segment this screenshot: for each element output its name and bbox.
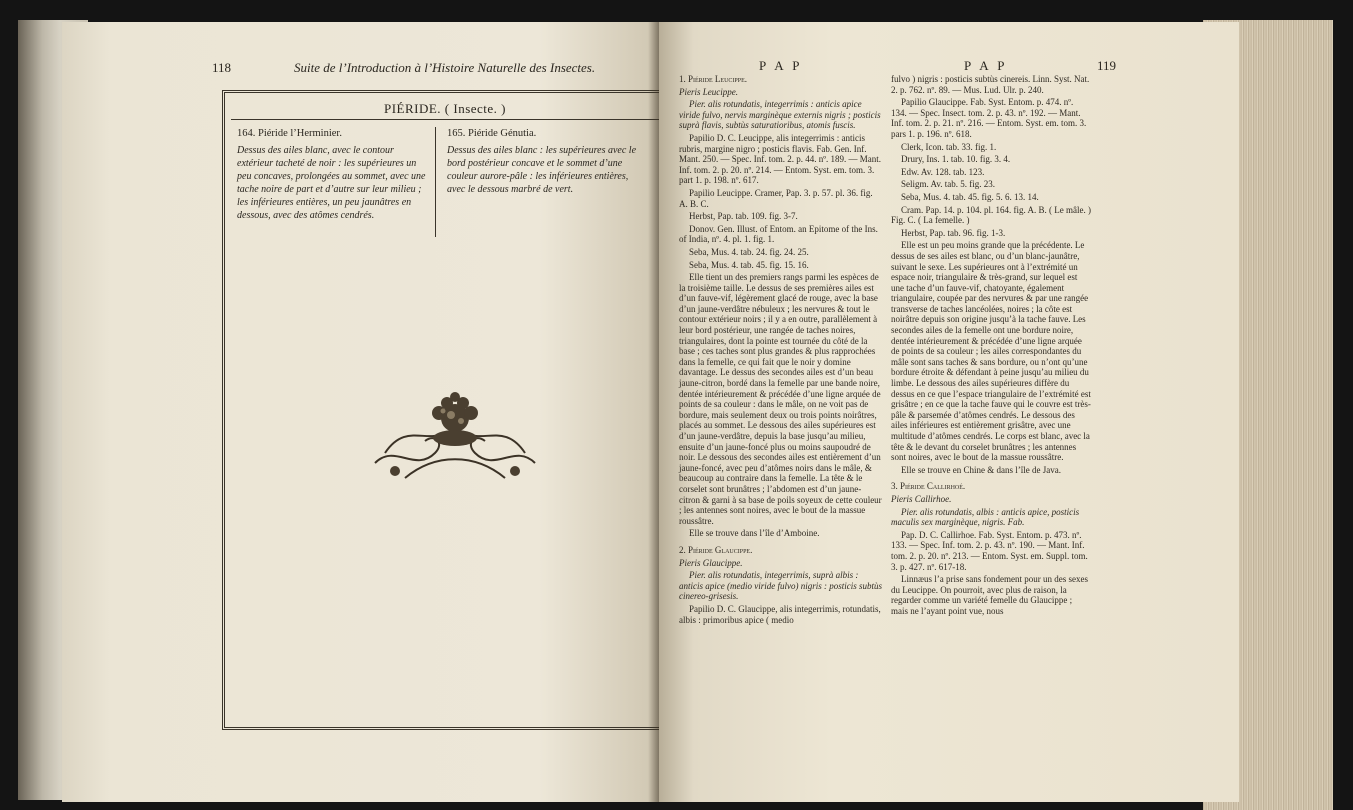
entry-reference: Clerk, Icon. tab. 33. fig. 1. bbox=[901, 141, 997, 152]
species-164 bbox=[237, 127, 427, 222]
entry-reference: Edw. Av. 128. tab. 123. bbox=[901, 166, 985, 177]
entry-latin-name: Pieris Callirhoe. bbox=[891, 493, 952, 504]
entry-reference: Papilio Glaucippe. Fab. Syst. Entom. p. 474. nº. 134. — Spec. Insect. tom. 2. p. 43. nº. 192. — Mant. Inf. tom. 2. p. 21. nº. 216. — Entom. Syst. em. tom. 3. pars 1. p. 196. nº. 618. bbox=[891, 97, 1087, 139]
entry-habitat: Elle se trouve dans l’île d’Amboine. bbox=[689, 528, 820, 539]
entry-reference: Cram. Pap. 14. p. 104. pl. 164. fig. A. B. ( Le mâle. ) Fig. C. ( La femelle. ) bbox=[891, 204, 1091, 226]
species-165-description: Dessus des ailes blanc : les supérieures avec le bord postérieur concave et le sommet d’une couleur aurore-pâle : les inférieures entières, avec le dessous marbré de vert. bbox=[447, 145, 637, 195]
column-divider bbox=[435, 127, 436, 237]
entry-reference: Papilio Leucippe. Cramer, Pap. 3. p. 57. pl. 36. fig. A. B. C. bbox=[679, 187, 873, 209]
right-page bbox=[659, 22, 1239, 802]
species-164-description: Dessus des ailes blanc, avec le contour extérieur tacheté de noir : les supérieures un peu concaves, prolongées au sommet, avec une tache noire de part et d’autre sur leur milieu ; les inférieures entières, un peu jaunâtres en dessous, avec des atômes cendrés. bbox=[237, 145, 426, 221]
entry-reference: Herbst, Pap. tab. 96. fig. 1-3. bbox=[901, 227, 1006, 238]
frame-rule bbox=[231, 119, 659, 120]
head-left: P A P bbox=[759, 58, 803, 73]
entry-reference: Papilio D. C. Glaucippe, alis integerrimis, rotundatis, albis : primoribus apice ( medio bbox=[679, 603, 881, 625]
floral-vignette bbox=[365, 383, 545, 493]
entry-reference: Drury, Ins. 1. tab. 10. fig. 3. 4. bbox=[901, 154, 1011, 165]
entry-heading: 1. Piéride Leucippe. bbox=[679, 74, 748, 84]
entry-reference: Herbst, Pap. tab. 109. fig. 3-7. bbox=[689, 211, 798, 222]
entry-diagnosis: Pier. alis rotundatis, albis : anticis apice, posticis maculis sex marginèque, nigris. Fab. bbox=[891, 506, 1080, 528]
entry-heading: 2. Piéride Glaucippe. bbox=[679, 544, 753, 555]
species-165 bbox=[447, 127, 647, 196]
entry-reference: Seligm. Av. tab. 5. fig. 23. bbox=[901, 179, 995, 190]
entry-description: Elle tient un des premiers rangs parmi les espèces de la troisième taille. Le dessus de ses premières ailes est d’un fauve-vif, légèrement glacé de rouge, avec la base d’un jaune-verdâtre nébuleux ; les nervures & tout le contour extérieur noirs ; il y a en outre, parallèlement à leur bord postérieur, une rangée de taches noires, triangulaires, dont la pointe est tournée du côté de la base ; ces taches sont plus grandes & plus rapprochées dans la femelle, ce qui fait que le noir y domine davantage. Le dessus des secondes ailes est d’un beau jaune-citron, bordé dans la femelle par une bande noire, dentée intérieurement & précédée d’une ligne arquée de points de sa couleur : dans le mâle, on ne voit pas de bordure, mais seulement deux ou trois points noirâtres, placés au sommet. Le dessous des ailes supérieures est d’un jaune-verdâtre, depuis la base jusqu’au milieu, ensuite d’un jaune-foncé plus ou moins saupoudré de noir. Le dessous des secondes ailes est entièrement d’un jaune-foncé, avec peu d’atômes noirs dans le mâle, & beaucoup au contraire dans la femelle. La tête & le corselet sont brunâtres ; l’abdomen est d’un jaune-citron & garni à sa base de poils soyeux de cette couleur ; les antennes sont noires, avec le bout de la massue roussâtre. bbox=[679, 272, 882, 526]
species-164-heading: 164. Piéride l’Herminier. bbox=[237, 128, 342, 139]
entry-latin-name: Pieris Glaucippe. bbox=[679, 557, 743, 568]
entry-habitat: Elle se trouve en Chine & dans l’île de Java. bbox=[901, 464, 1061, 475]
entry-description: Elle est un peu moins grande que la précédente. Le dessus de ses ailes est blanc, ou d’un blanc-jaunâtre, suivant le sexe. Les supérieures ont à l’extrémité un espace noir, triangulaire & très-grand, sur lequel est une tache d’un fauve-vif, chatoyante, également triangulaire, coupée par des nervures & par une rangée transverse de taches lancéolées, noires ; la côte est noirâtre depuis son origine jusqu’à la tache fauve. Les secondes ailes de la femelle ont une bordure noire, dentée intérieurement & précédée d’une ligne arquée de points de sa couleur ; les ailes correspondantes du mâle sont sans taches & sans bordure, ou n’ont qu’une bordure étroite & défendant à peine jusqu’au milieu du limbe. Le dessous des ailes supérieures diffère du dessus en ce que l’espace triangulaire de l’extrémité est grisâtre ; en ce que la tache fauve qui le couvre est très-pâle & parsemée d’atômes cendrés. Le dessous des ailes inférieures est entièrement grisâtre, avec une multitude d’atômes cendrés. Le corps est blanc, avec la tête & le devant du corselet brunâtres ; les antennes sont noires, avec le bout de la massue roussâtre. bbox=[891, 240, 1091, 463]
frame-title: PIÉRIDE. ( Insecte. ) bbox=[383, 101, 507, 116]
running-head-left: Suite de l’Introduction à l’Histoire Naturelle des Insectes. bbox=[294, 60, 596, 75]
left-page bbox=[62, 22, 659, 802]
text-column-1 bbox=[679, 74, 882, 627]
entry-reference: fulvo ) nigris : posticis subtùs cinereis. Linn. Syst. Nat. 2. p. 762. nº. 89. — Mus. Lud. Ulr. p. 240. bbox=[891, 74, 1090, 95]
entry-reference: Donov. Gen. Illust. of Entom. an Epitome of the Ins. of India, nº. 4. pl. 1. fig. 1. bbox=[679, 223, 878, 245]
entry-reference: Seba, Mus. 4. tab. 24. fig. 24. 25. bbox=[689, 246, 809, 257]
entry-remark: Linnæus l’a prise sans fondement pour un des sexes du Leucippe. On pourroit, avec plus de raison, la regarder comme un variété femelle du Glaucippe ; mais ne l’ayant point vue, nous bbox=[891, 574, 1088, 616]
page-number-right: 119 bbox=[1097, 58, 1117, 73]
entry-diagnosis: Pier. alis rotundatis, integerrimis, suprà albis : anticis apice (medio viride fulvo) nigris : posticis subtùs cinereo-grisesis. bbox=[679, 570, 882, 602]
entry-reference: Pap. D. C. Callirhoe. Fab. Syst. Entom. p. 473. nº. 133. — Spec. Inf. tom. 2. p. 43. nº. 190. — Mant. Inf. tom. 2. p. 20. nº. 213. — Entom. Syst. em. Suppl. tom. 3. p. 427. nº. 617-18. bbox=[891, 529, 1088, 572]
entry-diagnosis: Pier. alis rotundatis, integerrimis : anticis apice viride fulvo, nervis marginèque externis nigris ; posticis suprà flavis, subtùs saturatioribus, atomis fuscis. bbox=[679, 99, 881, 131]
text-column-2 bbox=[891, 74, 1091, 619]
species-165-heading: 165. Piéride Génutia. bbox=[447, 128, 537, 139]
entry-reference: Seba, Mus. 4. tab. 45. fig. 5. 6. 13. 14. bbox=[901, 191, 1039, 202]
entry-heading: 3. Piéride Callirhoé. bbox=[891, 481, 966, 492]
plate-frame bbox=[222, 90, 659, 730]
entry-latin-name: Pieris Leucippe. bbox=[679, 86, 738, 97]
entry-reference: Seba, Mus. 4. tab. 45. fig. 15. 16. bbox=[689, 259, 809, 270]
page-number-left: 118 bbox=[212, 60, 232, 75]
entry-reference: Papilio D. C. Leucippe, alis integerrimis : anticis rubris, margine nigro ; posticis flavis. Fab. Gen. Inf. Mant. 250. — Spec. Inf. tom. 2. p. 44. nº. 189. — Mant. Inf. tom. 2. p. 20. nº. 214. — Entom. Syst. em. tom. 3. part 1. p. 198. nº. 617. bbox=[679, 132, 882, 186]
head-right: P A P bbox=[964, 58, 1008, 73]
